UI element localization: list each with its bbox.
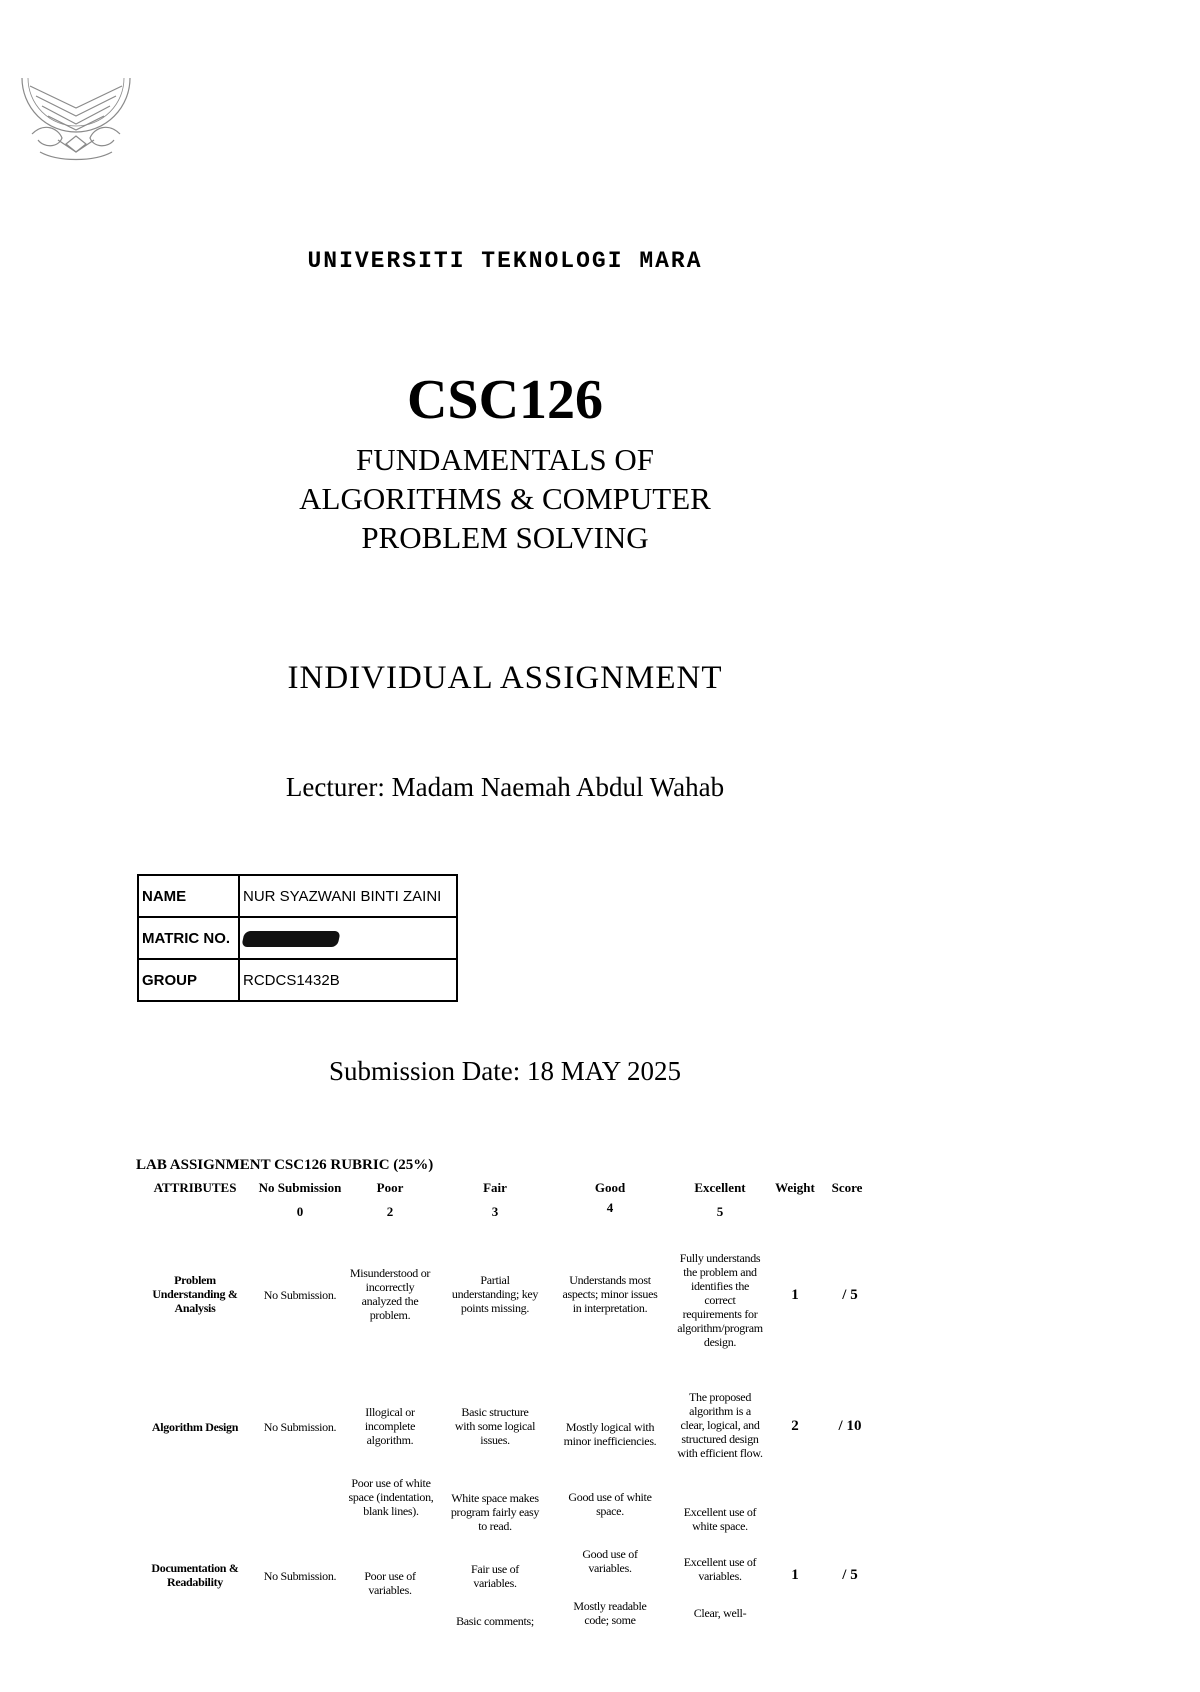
- header-good: Good: [594, 1180, 626, 1195]
- row3-weight: 1: [791, 1567, 799, 1583]
- header-excellent: Excellent: [694, 1180, 746, 1195]
- header-score: Score: [831, 1180, 863, 1195]
- group-value: RCDCS1432B: [239, 959, 457, 1001]
- row3-excellent-variables: Excellent use of variables.: [683, 1555, 757, 1583]
- row3-no-submission: No Submission.: [263, 1569, 337, 1583]
- row2-good: Mostly logical with minor inefficiencies.: [563, 1420, 657, 1448]
- assignment-type: INDIVIDUAL ASSIGNMENT: [287, 660, 723, 696]
- row2-no-submission: No Submission.: [263, 1420, 337, 1434]
- row1-attribute: Problem Understanding & Analysis: [152, 1273, 238, 1315]
- score-level: 5: [716, 1204, 724, 1219]
- row3-excellent-comments: Clear, well-: [693, 1606, 747, 1620]
- row2-fair: Basic structure with some logical issues.: [454, 1405, 536, 1447]
- row1-poor: Misunderstood or incorrectly analyzed the problem.: [349, 1266, 431, 1322]
- row1-excellent: Fully understands the problem and identifies the correct requirements for algorithm/program design.: [677, 1251, 763, 1349]
- row3-fair-comments: Basic comments;: [456, 1614, 534, 1628]
- row3-good-whitespace: Good use of white space.: [568, 1490, 652, 1518]
- matric-label: MATRIC NO.: [138, 917, 239, 959]
- row3-good-variables: Good use of variables.: [582, 1547, 638, 1575]
- row3-fair-variables: Fair use of variables.: [470, 1562, 520, 1590]
- lecturer-name: Lecturer: Madam Naemah Abdul Wahab: [285, 772, 725, 802]
- row2-poor: Illogical or incomplete algorithm.: [364, 1405, 416, 1447]
- redaction-mark: [241, 931, 340, 947]
- rubric-title: LAB ASSIGNMENT CSC126 RUBRIC (25%): [136, 1157, 434, 1173]
- row3-fair-whitespace: White space makes program fairly easy to read.: [450, 1491, 540, 1533]
- header-attributes: ATTRIBUTES: [153, 1180, 237, 1195]
- header-poor: Poor: [376, 1180, 404, 1195]
- university-name: UNIVERSITI TEKNOLOGI MARA: [307, 248, 703, 274]
- row1-weight: 1: [791, 1287, 799, 1303]
- row1-good: Understands most aspects; minor issues in interpretation.: [562, 1273, 658, 1315]
- row3-poor-whitespace: Poor use of white space (indentation, blank lines).: [348, 1476, 434, 1518]
- matric-value: [239, 917, 457, 959]
- row2-excellent: The proposed algorithm is a clear, logical, and structured design with efficient flow.: [677, 1390, 763, 1460]
- score-level: 4: [606, 1200, 614, 1215]
- course-title-line: FUNDAMENTALS OF: [355, 442, 655, 477]
- table-row: [138, 917, 457, 959]
- header-no-submission: No Submission: [258, 1180, 342, 1195]
- score-level: 0: [296, 1204, 304, 1219]
- student-info-table: [137, 874, 458, 1002]
- course-title-line: ALGORITHMS & COMPUTER: [299, 481, 711, 516]
- course-code: CSC126: [406, 369, 604, 431]
- row2-attribute: Algorithm Design: [151, 1420, 239, 1434]
- row2-score: / 10: [838, 1418, 862, 1434]
- submission-date: Submission Date: 18 MAY 2025: [328, 1056, 682, 1086]
- row2-weight: 2: [791, 1418, 799, 1434]
- row1-fair: Partial understanding; key points missing.: [451, 1273, 539, 1315]
- header-weight: Weight: [775, 1180, 815, 1195]
- score-level: 3: [491, 1204, 499, 1219]
- name-value: NUR SYAZWANI BINTI ZAINI: [239, 875, 457, 917]
- row3-poor-variables: Poor use of variables.: [364, 1569, 416, 1597]
- university-crest-logo: [18, 78, 134, 172]
- name-label: NAME: [138, 875, 239, 917]
- row1-score: / 5: [842, 1287, 858, 1303]
- course-title-line: PROBLEM SOLVING: [361, 520, 649, 555]
- row3-attribute: Documentation & Readability: [151, 1561, 239, 1589]
- row3-excellent-whitespace: Excellent use of white space.: [683, 1505, 757, 1533]
- group-label: GROUP: [138, 959, 239, 1001]
- table-row: [138, 875, 457, 917]
- course-title: [0, 440, 1010, 557]
- row1-no-submission: No Submission.: [263, 1288, 337, 1302]
- row3-good-readability: Mostly readable code; some: [573, 1599, 647, 1627]
- score-level: 2: [386, 1204, 394, 1219]
- row3-score: / 5: [842, 1567, 858, 1583]
- table-row: [138, 959, 457, 1001]
- header-fair: Fair: [483, 1180, 507, 1195]
